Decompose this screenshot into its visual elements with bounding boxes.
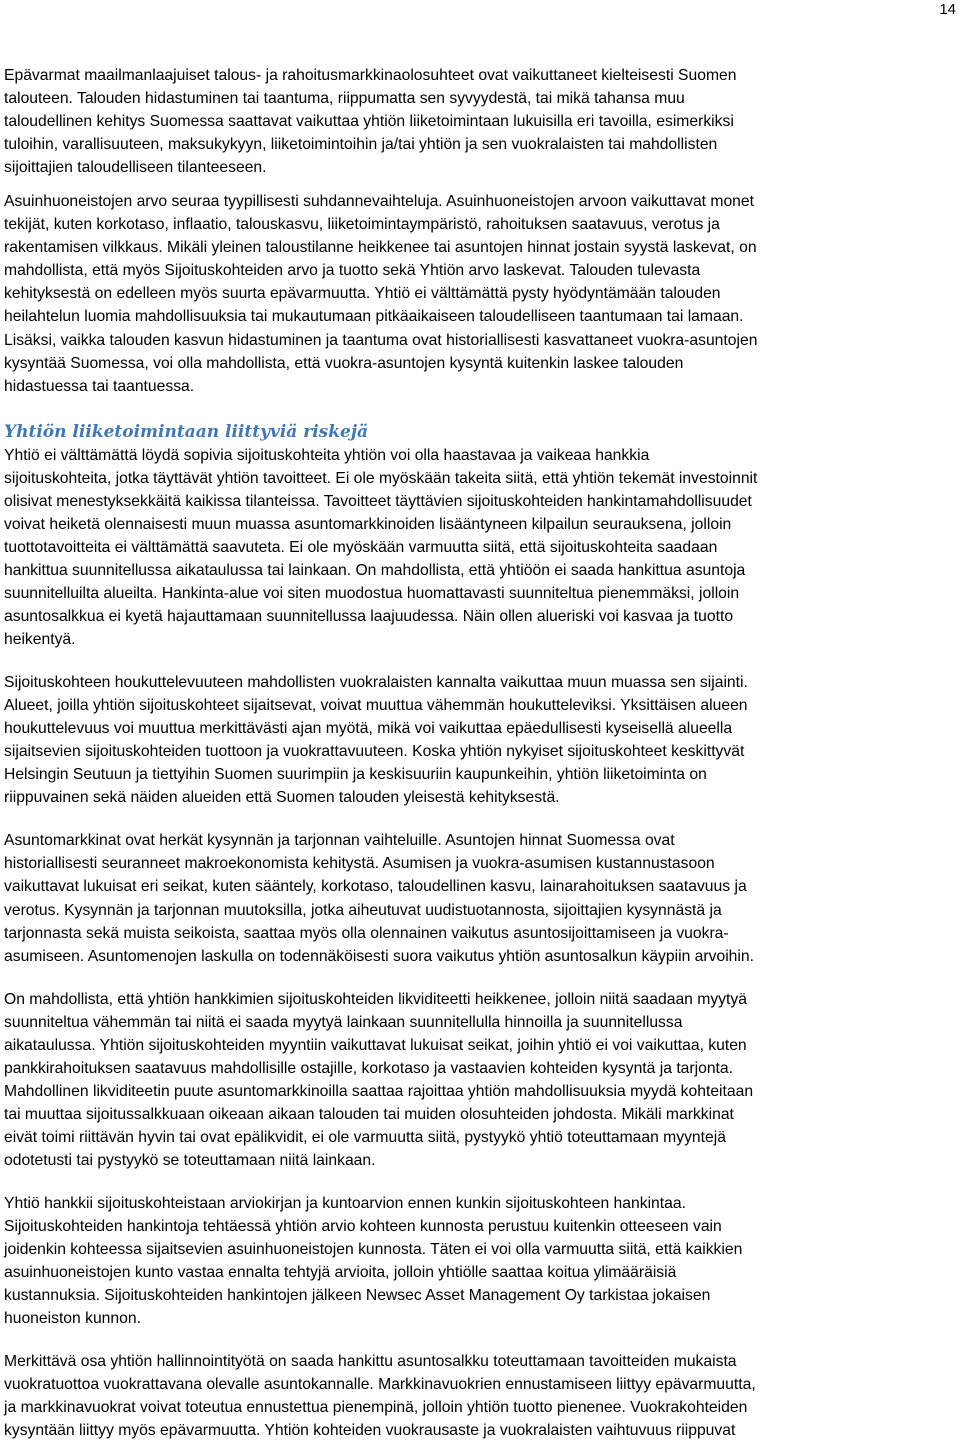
text-line: pankkirahoituksen saatavuus mahdollisille ostajille, korkotaso ja vastaavien kohteiden kysyntä ja tarjonta. (4, 1059, 734, 1077)
text-line: olisivat menestyksekkäitä kaikissa tilanteissa. Tavoitteet täyttävien sijoituskohteiden hankintamahdollisuudet (4, 492, 752, 510)
text-line: huoneiston kunnon. (4, 1310, 141, 1328)
text-line: joidenkin kohteessa sijaitsevien asuinhuoneistojen kunnosta. Täten ei voi olla varmuutta siitä, että kaikkien (4, 1241, 743, 1259)
text-line: kysyntään liittyy myös epävarmuutta. Yhtiön kohteiden vuokrausaste ja vuokralaisten vaihtuvuus riippuvat (4, 1422, 736, 1440)
text-line: eivät toimi riittävän hyvin tai ovat epälikvidit, ei ole varmuutta siitä, pystyykö yhtiö toteuttamaan myyntejä (4, 1128, 726, 1146)
text-line: mahdollista, että myös Sijoituskohteiden arvo ja tuotto sekä Yhtiön arvo laskevat. Talouden tulevasta (4, 262, 701, 280)
text-line: sijaitsevien sijoituskohteiden tuottoon ja vuokrattavuuteen. Koska yhtiön nykyiset sijoituskohteet keskittyvät (4, 743, 745, 761)
text-line: rakentamisen vilkkaus. Mikäli yleinen taloustilanne heikkenee tai asuntojen hinnat jostain syystä laskevat, on (4, 239, 757, 257)
text-line: verotus. Kysynnän ja tarjonnan muutoksilla, jotka aiheutuvat uudistuotannosta, sijoittajien kysynnästä ja (4, 901, 722, 919)
text-line: vaikuttavat lukuisat eri seikat, kuten sääntely, korkotaso, taloudellinen kasvu, lainarahoituksen saatavuus ja (4, 878, 747, 896)
text-line: Merkittävä osa yhtiön hallinnointityötä on saada hankittu asuntosalkku toteuttamaan tavoitteiden mukaista (4, 1353, 737, 1371)
text-line: heilahtelun luomia mahdollisuuksia tai mukautumaan pitkäaikaiseen taloudelliseen taantumaan tai lamaan. (4, 308, 744, 326)
text-line: historiallisesti seuranneet makroekonomista kehitystä. Asumisen ja vuokra-asumisen kustannustasoon (4, 855, 715, 873)
text-line: kysyntää Suomessa, voi olla mahdollista, että vuokra-asuntojen kysyntä kuitenkin laskee talouden (4, 354, 684, 372)
paragraph (4, 444, 958, 651)
paragraph (4, 671, 958, 809)
text-line: sijoituskohteita, jotka täyttävät yhtiön tavoitteet. Ei ole myöskään takeita siitä, että yhtiön tekemät investoinnit (4, 469, 758, 487)
text-line: odotetusti tai pystyykö se toteuttamaan niitä lainkaan. (4, 1151, 376, 1169)
text-line: hidastuessa tai taantuessa. (4, 377, 195, 395)
text-line: houkuttelevuus voi muuttua merkittävästi ajan myötä, mikä voi vaikuttaa epäedullisesti kyseisellä alueella (4, 720, 733, 738)
text-line: suunnitelluilta alueilta. Hankinta-alue voi siten muodostua huomattavasti suunniteltua pienemmäksi, jolloin (4, 584, 740, 602)
text-line: Lisäksi, vaikka talouden kasvun hidastuminen ja taantuma ovat historiallisesti kasvattaneet vuokra-asuntojen (4, 331, 758, 349)
text-line: tekijät, kuten korkotaso, inflaatio, talouskasvu, liiketoimintaympäristö, rahoituksen saatavuus, verotus ja (4, 216, 720, 234)
text-line: asumiseen. Asuntomenojen laskulla on todennäköisesti suora vaikutus yhtiön asuntosalkun käypiin arvoihin. (4, 947, 754, 965)
text-line: kehityksestä on edelleen myös suurta epävarmuutta. Yhtiö ei välttämättä pysty hyödyntämään talouden (4, 285, 721, 303)
paragraph (4, 190, 958, 397)
text-line: On mahdollista, että yhtiön hankkimien sijoituskohteiden likviditeetti heikkenee, jolloin niitä saadaan myytyä (4, 990, 747, 1008)
text-line: Asuinhuoneistojen arvo seuraa tyypillisesti suhdannevaihteluja. Asuinhuoneistojen arvoon vaikuttavat monet (4, 193, 754, 211)
text-line: riippuvainen sekä näiden alueiden että Suomen talouden yleisestä kehityksestä. (4, 789, 560, 807)
text-line: Sijoituskohteen houkuttelevuuteen mahdollisten vuokralaisten kannalta vaikuttaa muun muassa sen sijainti. (4, 674, 748, 692)
text-line: hankittua suunnitellussa aikataulussa tai lainkaan. On mahdollista, että yhtiöön ei saada hankittua asuntoja (4, 561, 746, 579)
text-line: Mahdollinen likviditeetin puute asuntomarkkinoilla saattaa rajoittaa yhtiön mahdollisuuksia myydä kohteitaan (4, 1082, 754, 1100)
text-line: Alueet, joilla yhtiön sijoituskohteet sijaitsevat, voivat muuttua vähemmän houkutteleviksi. Yksittäisen alueen (4, 697, 748, 715)
text-line: tuloihin, varallisuuteen, maksukykyyn, liiketoimintoihin ja/tai yhtiön ja sen vuokralaisten tai mahdollisten (4, 136, 718, 154)
text-line: Asuntomarkkinat ovat herkät kysynnän ja tarjonnan vaihteluille. Asuntojen hinnat Suomessa ovat (4, 832, 675, 850)
text-line: tai muuttaa sijoitussalkkuaan oikeaan aikaan talouden tai muiden olosuhteiden johdosta. Mikäli markkinat (4, 1105, 734, 1123)
text-line: Yhtiö ei välttämättä löydä sopivia sijoituskohteita yhtiön voi olla haastavaa ja vaikeaa hankkia (4, 446, 650, 464)
text-line: taloudellinen kehitys Suomessa saattavat vaikuttaa yhtiön liiketoimintaan lukuisilla eri tavoilla, esimerkiksi (4, 113, 734, 131)
text-line: sijoittajien taloudelliseen tilanteeseen. (4, 159, 267, 177)
paragraph (4, 1350, 958, 1442)
text-line: Yhtiö hankkii sijoituskohteistaan arviokirjan ja kuntoarvion ennen kunkin sijoituskohteen hankintaa. (4, 1195, 686, 1213)
text-line: Helsingin Seutuun ja tiettyihin Suomen suurimpiin ja keskisuuriin kaupunkeihin, yhtiön liiketoiminta on (4, 766, 707, 784)
text-line: asuinhuoneistojen kunto vastaa ennalta tehtyjä arvioita, jolloin yhtiölle saattaa koitua ylimääräisiä (4, 1264, 677, 1282)
text-line: Sijoituskohteiden hankintoja tehtäessä yhtiön arvio kohteen kunnosta perustuu kuitenkin otteeseen vain (4, 1218, 722, 1236)
text-line: aikataulussa. Yhtiön sijoituskohteiden myyntiin vaikuttavat lukuisat seikat, joihin yhtiö ei voi vaikuttaa, kuten (4, 1036, 747, 1054)
paragraph (4, 64, 958, 179)
text-line: talouteen. Talouden hidastuminen tai taantuma, riippumatta sen syvyydestä, tai mikä tahansa muu (4, 90, 685, 108)
text-line: vuokratuottoa vuokrattavana olevalle asuntokannalle. Markkinavuokrien ennustamiseen liittyy epävarmuutta, (4, 1376, 756, 1394)
text-line: ja markkinavuokrat voivat toteutua ennustettua pienempinä, jolloin yhtiön tuotto pienenee. Vuokrakohteiden (4, 1399, 748, 1417)
text-line: asuntosalkkua ei kyetä hajauttamaan suunnitellussa laajuudessa. Näin ollen alueriski voi kasvaa ja tuotto (4, 607, 734, 625)
paragraph (4, 1192, 958, 1330)
text-line: kustannuksia. Sijoituskohteiden hankintojen jälkeen Newsec Asset Management Oy tarkistaa jokaisen (4, 1287, 711, 1305)
text-line: suunniteltua vähemmän tai niitä ei saada myytyä lainkaan suunnitellulla hinnoilla ja suunnitellussa (4, 1013, 683, 1031)
document-body (4, 64, 958, 1442)
paragraph (4, 988, 958, 1172)
paragraph (4, 829, 958, 967)
text-line: tarjonnasta sekä muista seikoista, saattaa myös olla olennainen vaikutus asuntosijoittamiseen ja vuokra- (4, 924, 729, 942)
text-line: voivat heiketä olennaisesti muun muassa asuntomarkkinoiden lisääntyneen kilpailun seurauksena, jolloin (4, 515, 732, 533)
section-heading: Yhtiön liiketoimintaan liittyviä riskejä (4, 421, 368, 442)
text-line: Epävarmat maailmanlaajuiset talous- ja rahoitusmarkkinaolosuhteet ovat vaikuttaneet kielteisesti Suomen (4, 67, 737, 84)
text-line: heikentyä. (4, 631, 76, 649)
text-line: tuottotavoitteita ei välttämättä saavuteta. Ei ole myöskään varmuutta siitä, että sijoituskohteita saadaan (4, 538, 718, 556)
page-number: 14 (939, 1, 956, 18)
